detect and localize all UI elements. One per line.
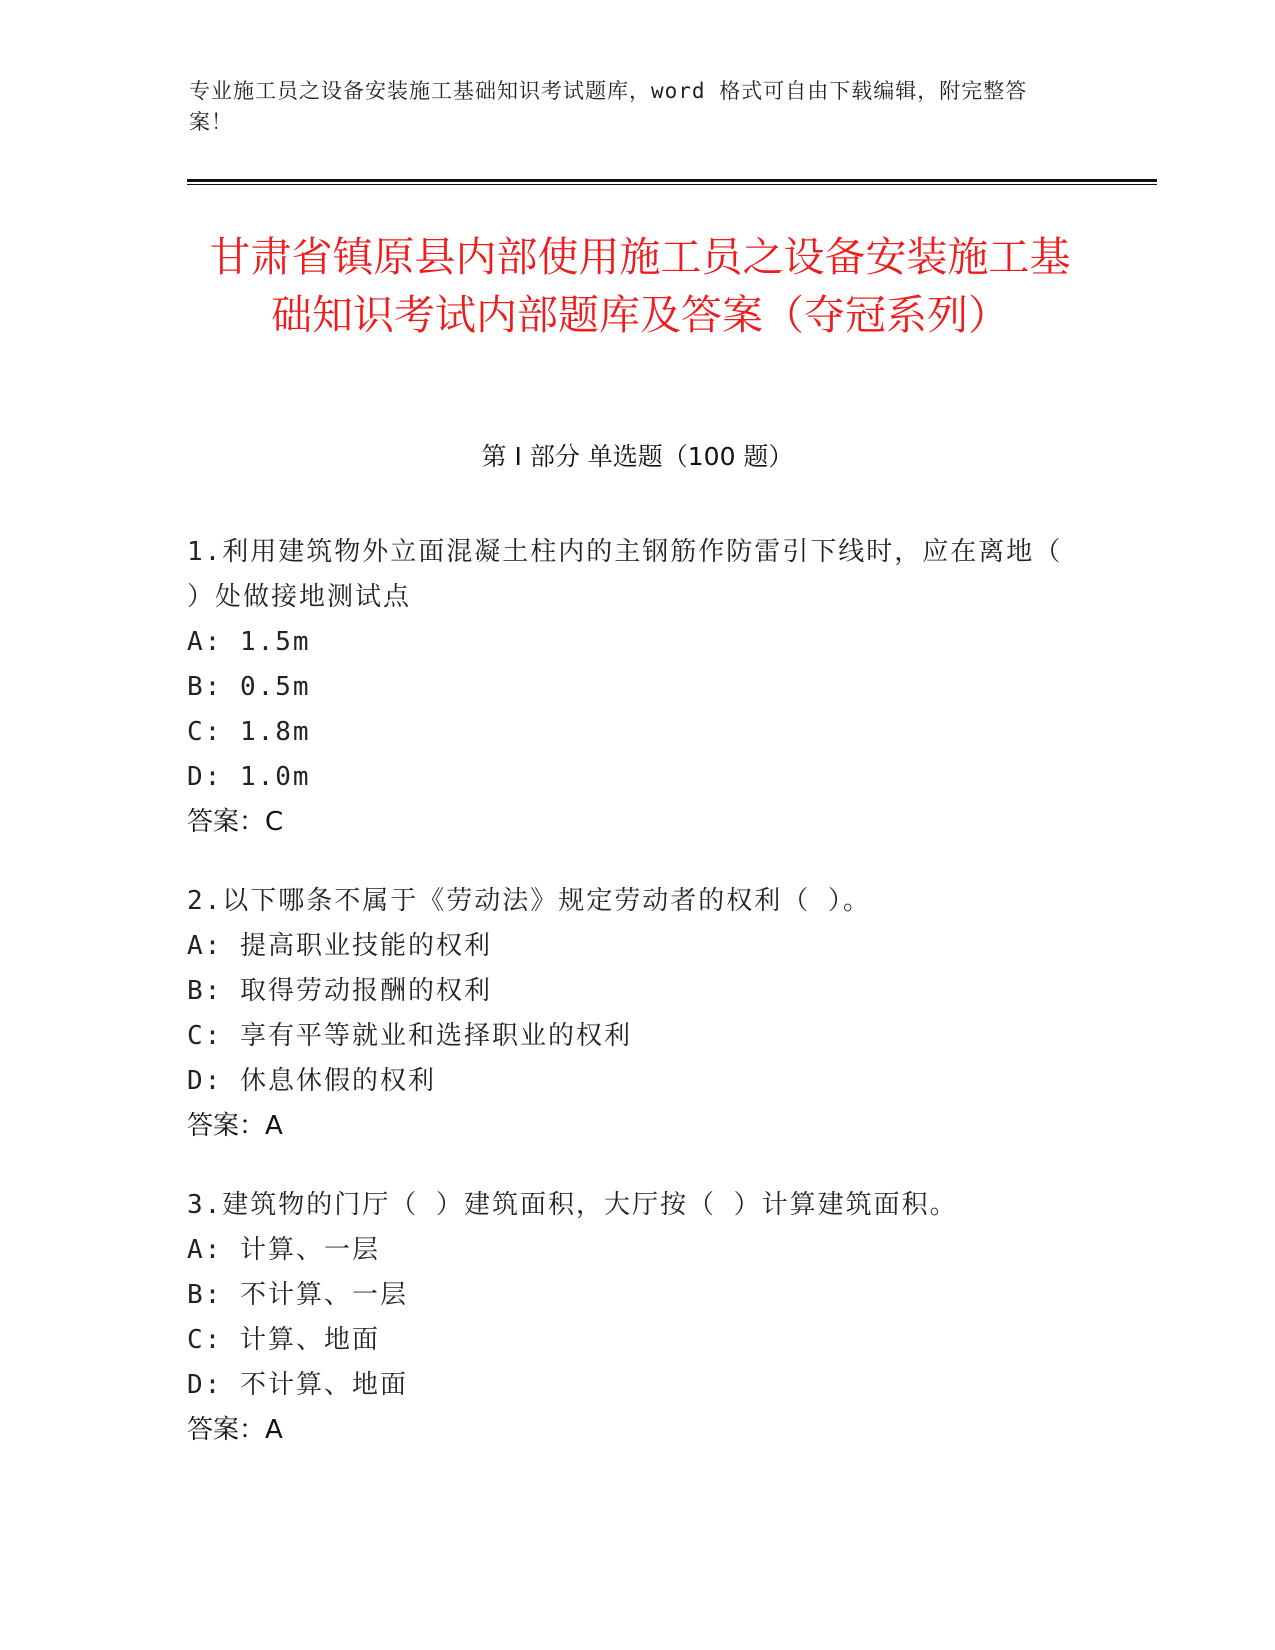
document-title: 甘肃省镇原县内部使用施工员之设备安装施工基础知识考试内部题库及答案（夺冠系列）: [209, 233, 1071, 339]
section-title: 第 I 部分 单选题（100 题）: [481, 442, 794, 471]
question-3: [187, 1183, 1087, 1453]
option-a: A: 计算、一层: [187, 1235, 380, 1265]
option-b: B: 0.5m: [187, 672, 311, 702]
answer: 答案：C: [187, 807, 284, 837]
option-b: B: 取得劳动报酬的权利: [187, 976, 492, 1006]
question-stem: 1.利用建筑物外立面混凝土柱内的主钢筋作防雷引下线时，应在离地（ ）处做接地测试点: [187, 537, 1063, 612]
answer: 答案：A: [187, 1111, 283, 1141]
option-c: C: 1.8m: [187, 717, 311, 747]
question-2: [187, 879, 1087, 1149]
option-a: A: 提高职业技能的权利: [187, 931, 492, 961]
option-d: D: 休息休假的权利: [187, 1066, 436, 1096]
question-list: [187, 530, 1087, 1487]
option-d: D: 不计算、地面: [187, 1370, 408, 1400]
question-stem: 2.以下哪条不属于《劳动法》规定劳动者的权利（ ）。: [187, 886, 871, 916]
header-note: 专业施工员之设备安装施工基础知识考试题库，word 格式可自由下载编辑，附完整答案！: [189, 79, 1028, 134]
option-a: A: 1.5m: [187, 627, 311, 657]
option-d: D: 1.0m: [187, 762, 311, 792]
option-c: C: 计算、地面: [187, 1325, 380, 1355]
option-c: C: 享有平等就业和选择职业的权利: [187, 1021, 632, 1051]
question-1: [187, 530, 1087, 845]
header-rule-thick: [187, 179, 1157, 182]
header-rule-thin: [187, 184, 1157, 185]
question-stem: 3.建筑物的门厅（ ）建筑面积，大厅按（ ）计算建筑面积。: [187, 1190, 958, 1220]
option-b: B: 不计算、一层: [187, 1280, 408, 1310]
answer: 答案：A: [187, 1415, 283, 1445]
